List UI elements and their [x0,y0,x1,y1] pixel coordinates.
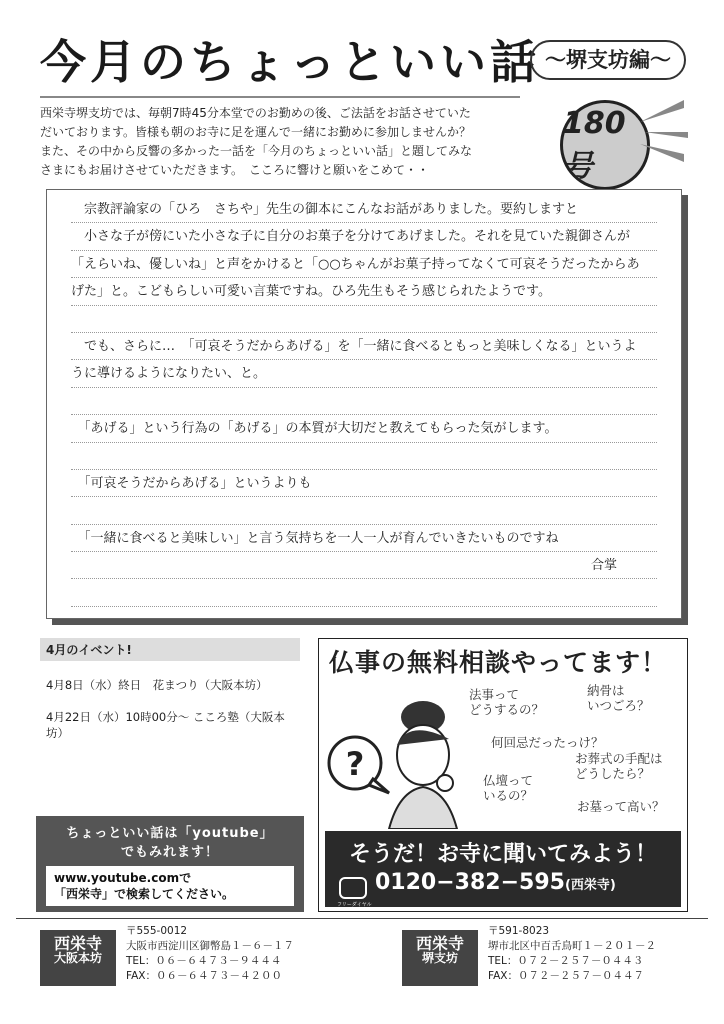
events-heading: 4月のイベント! [40,638,300,661]
temple-badge: 西栄寺 堺支坊 [402,930,478,986]
address-details: 〒591-8023 堺市北区中百舌鳥町１－２０１－２ TEL：０７２－２５７－０４４３ FAX：０７２－２５７－０４４７ [488,925,656,982]
question-bubble: 何回忌だったっけ？ [491,735,604,750]
story-line: げた」と。こどもらしい可愛い言葉ですね。ひろ先生もそう感じられたようです。 [71,278,657,305]
story-closing: 合掌 [71,552,657,579]
intro-text [40,104,520,180]
address-details: 〒555-0012 大阪市西淀川区御幣島１－６－１７ TEL：０６－６４７３－９４４４ FAX：０６－６４７３－４２００ [126,925,294,982]
title-divider [40,96,520,98]
story-line [71,497,657,524]
subtitle-badge: ～堺支坊編～ [530,40,686,80]
consultation-heading: 仏事の無料相談やってます！ [329,648,668,677]
temple-badge: 西栄寺 大阪本坊 [40,930,116,986]
story-line: でも、さらに… 「可哀そうだからあげる」を「一緒に食べるともっと美味しくなる」というよ [71,333,657,360]
question-bubble: 仏壇って いるの？ [483,773,534,803]
story-box [46,189,682,619]
question-mark-icon: ? [345,745,365,783]
call-headline: そうだ！お寺に聞いてみよう！ [348,842,657,867]
ray-lines-icon [640,92,690,172]
youtube-line1: ちょっといい話は「youtube」 [66,826,274,841]
issue-number-badge: 180号 [560,100,650,190]
story-line [71,579,657,606]
footer-divider [16,918,708,919]
story-line: 「可哀そうだからあげる」というよりも [71,470,657,497]
event-item: 4月22日（水）10時00分～ こころ塾（大阪本坊） [46,710,285,740]
event-item: 4月8日（水）終日 花まつり（大阪本坊） [46,678,268,692]
intro-line: だいております。皆様も朝のお寺に足を運んで一緒にお勤めに参加しませんか？ [40,125,472,139]
story-line: 「あげる」という行為の「あげる」の本質が大切だと教えてもらった気がします。 [71,415,657,442]
youtube-search-text: 「西栄寺」で検索してください。 [54,887,235,901]
address-sakai [402,924,702,994]
story-line [71,388,657,415]
question-bubble: お葬式の手配は どうしたら？ [575,751,663,781]
youtube-search-info [46,866,294,906]
question-bubble: 法事って どうするの？ [469,687,545,717]
story-line: 小さな子が傍にいた小さな子に自分のお菓子を分けてあげました。それを見ていた親御さんが [71,223,657,250]
call-banner [325,831,681,907]
intro-line: また、その中から反響の多かった一話を「今月のちょっといい話」と題してみな [40,144,473,158]
intro-line: 西栄寺堺支坊では、毎朝7時45分本堂でのお勤めの後、ご法話をお話させていた [40,106,471,120]
story-line: 「えらいね、優しいね」と声をかけると「○○ちゃんがお菓子持ってなくて可哀そうだったからあ [71,251,657,278]
youtube-box [36,816,304,912]
phone-number[interactable]: 0120−382−595(西栄寺) [375,870,616,895]
free-dial-icon: フリーダイヤル [339,877,367,899]
story-line [71,443,657,470]
consultation-panel [318,638,688,912]
events-section [40,638,300,753]
story-line [71,306,657,333]
address-osaka [40,924,340,994]
story-line: うに導けるようになりたい、と。 [71,360,657,387]
question-bubble: 納骨は いつごろ？ [587,683,650,713]
question-bubble: お墓って高い？ [577,799,665,814]
youtube-url: www.youtube.comで [54,871,192,885]
page-title: 今月のちょっといい話 [40,35,540,89]
story-line: 「一緒に食べると美味しい」と言う気持ちを一人一人が育んでいきたいものですね [71,525,657,552]
story-line: 宗教評論家の「ひろ さちや」先生の御本にこんなお話がありました。要約しますと [71,196,657,223]
youtube-line2: でもみれます！ [120,845,219,860]
intro-line: さまにもお届けさせていただきます。 こころに響けと願いをこめて・・ [40,163,430,177]
